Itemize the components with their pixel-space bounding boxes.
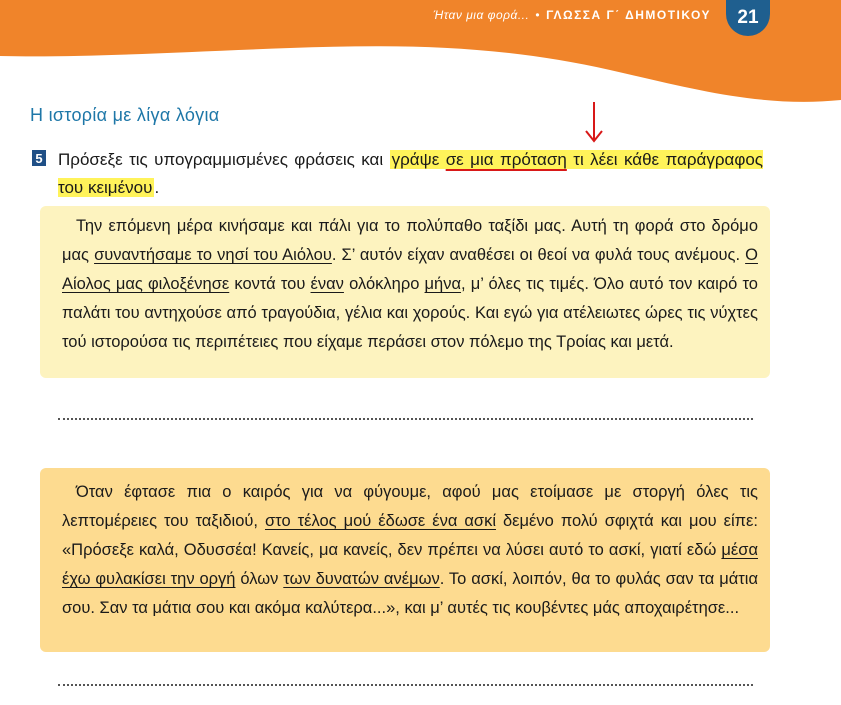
text-segment: . Το ασκί, λοιπόν, θα το φυλάς σαν τα μάτια σου. Σαν τα μάτια σου και ακόμα καλύτερα...», και μ’ αυτές τις κουβέντες μάς αποχαιρέτησε...	[62, 570, 758, 617]
text-segment: όλων	[235, 570, 284, 588]
underlined-phrase: στο τέλος μού έδωσε ένα ασκί	[264, 512, 497, 530]
section-title: Η ιστορία με λίγα λόγια	[30, 105, 220, 125]
underlined-phrase: Ο Αίολος μας φιλοξένησε	[62, 246, 758, 293]
text-segment: . Σ’ αυτόν είχαν αναθέσει οι θεοί να φυλά τους ανέμους.	[331, 246, 746, 264]
text-segment: Την επόμενη μέρα κινήσαμε και πάλι για το πολύπαθο ταξίδι μας. Αυτή τη φορά στο δρόμο μας	[62, 217, 758, 264]
underlined-phrase: έναν	[310, 275, 344, 293]
instruction-lead: Πρόσεξε τις υπογραμμισμένες φράσεις και	[58, 150, 390, 169]
highlight-part-1: γράψε	[391, 150, 446, 169]
exercise-number: 5	[32, 150, 46, 166]
header-orange-wave	[0, 0, 841, 110]
highlight-part-2: τι λέει κάθε παράγραφος του κειμένου	[58, 150, 764, 197]
story-paragraph-2-panel	[40, 468, 770, 652]
text-segment: κοντά του	[229, 275, 311, 293]
underlined-phrase: συναντήσαμε το νησί του Αιόλου	[94, 246, 332, 264]
instruction-end: .	[154, 178, 160, 197]
down-arrow-icon	[582, 100, 606, 146]
answer-line-2[interactable]	[58, 684, 753, 686]
underlined-phrase: των δυνατών ανέμων	[283, 570, 440, 588]
underlined-phrase: μήνα	[424, 275, 462, 293]
text-segment: ολόκληρο	[343, 275, 425, 293]
exercise-instruction	[58, 146, 763, 202]
story-paragraph-2	[62, 478, 758, 623]
running-header	[433, 8, 711, 22]
text-segment: δεμένο πολύ σφιχτά και μου είπε: «Πρόσεξε καλά, Οδυσσέα! Κανείς, μα κανείς, δεν πρέπει να λύσει αυτό το ασκί, γιατί εδώ	[62, 512, 758, 559]
red-underlined-phrase: σε μια πρόταση	[445, 150, 567, 169]
underlined-phrase: μέσα έχω φυλακίσει την οργή	[62, 541, 758, 588]
text-segment: Όταν έφτασε πια ο καιρός για να φύγουμε, αφού μας ετοίμασε με στοργή όλες τις λεπτομέρειες του ταξιδιού,	[62, 483, 758, 530]
story-paragraph-1-panel	[40, 206, 770, 378]
subject-title: ΓΛΩΣΣΑ Γ΄ ΔΗΜΟΤΙΚΟΥ	[546, 8, 711, 22]
answer-line-1[interactable]	[58, 418, 753, 420]
story-paragraph-1	[62, 212, 758, 357]
series-title: Ήταν μια φορά...	[433, 8, 530, 22]
text-segment: , μ’ όλες τις τιμές. Όλο αυτό τον καιρό το παλάτι του αντηχούσε από τραγούδια, γέλια και χορούς. Και εγώ για ατέλειωτες ώρες τις νύχτες τού ιστορούσα τις περιπέτειες που είχαμε περάσει στον πόλεμο της Τροίας και μετά.	[62, 275, 758, 351]
page-number: 21	[737, 7, 759, 28]
header-bullet: •	[535, 8, 541, 22]
